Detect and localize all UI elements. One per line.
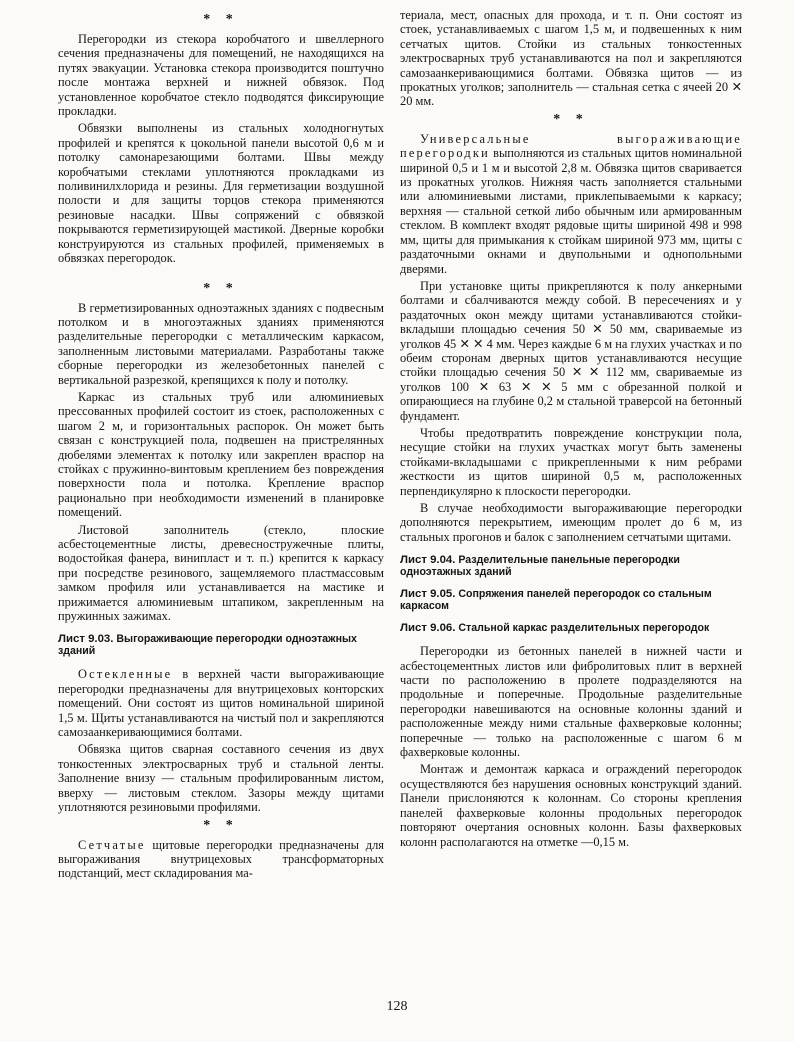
sheet-title: Стальной каркас разделительных перегородок xyxy=(458,622,710,635)
sheet-title: Сопряжения панелей перегородок со стальным каркасом xyxy=(400,588,712,613)
paragraph: Обвязки выполнены из стальных холодногнутых профилей и крепятся к цокольной панели высотой 0,6 м и потолку самонарезающими болтами. Швы между коробчатыми стеклами уплотняются прокладками из поливинилхлорида и резины. Для герметизации воздушной полости и для защиты торцов стекора применяются резиновые насадки. Швы сопряжений с обвязкой покрываются герметизирующей мастикой. Дверные коробки конструируются из стальных профилей, применяемых в обвязках перегородок. xyxy=(58,121,384,266)
right-column xyxy=(400,8,742,852)
paragraph: Перегородки из бетонных панелей в нижней части и асбестоцементных листов или фибролитовых плит в верхней части по расположению в пролете подразделяются на продольные и поперечные. Продольные разделительные перегородки навешиваются на основные колонны зданий и расположенные между ними стальные фахверковые колонны; поперечные — только на расположенные с шагом 6 м фахверковые колонны. xyxy=(400,644,742,760)
paragraph-text: в верхней части выгораживающие перегородки предназначены для внутрицеховых конторских помещений. Они состоят из щитов номинальной шириной 1,5 м. Щиты устанавливаются на чистый пол и закрепляются самозаанкеривающимися болтами. xyxy=(58,667,384,740)
paragraph: Перегородки из стекора коробчатого и швеллерного сечения предназначены для помещений, не находящихся на путях эвакуации. Установка стекора производится поштучно после монтажа верхней и нижней обвязок. Под установленное коробчатое стекло подводятся фиксирующие прокладки. xyxy=(58,32,384,119)
left-column xyxy=(58,10,384,884)
sheet-heading xyxy=(400,554,742,578)
spaced-lead: Сетчатые xyxy=(78,837,146,852)
sheet-number: Лист 9.03. xyxy=(58,633,114,646)
spaced-lead: Остекленные xyxy=(78,667,173,682)
sheet-number: Лист 9.04. xyxy=(400,554,456,567)
paragraph: Каркас из стальных труб или алюминиевых прессованных профилей состоит из стоек, расположенных с шагом 2 м, и горизонтальных распорок. Он может быть связан с конструкцией пола, подвешен на пристрелянных дюбелями элементах к потолку или закреплен враспор на стойках с пружинно-винтовым креплением без повреждения поверхности пола и потолка. Крепление враспор рационально при необходимости изменений в планировке помещений. xyxy=(58,389,384,520)
paragraph-text: щитовые перегородки предназначены для выгораживания внутрицеховых трансформаторных подстанций, мест складирования ма- xyxy=(58,837,384,881)
paragraph: териала, мест, опасных для прохода, и т. п. Они состоят из стоек, устанавливаемых с шагом 1,5 м, и подвешенных к ним сетчатых щитов. Стойки из стальных тонкостенных электросварных труб устанавливаются на пол и закрепляются самозаанкеривающимися болтами. Обвязка щитов — из прокатных уголков; заполнитель — стальная сетка с ячеей 20 ✕ 20 мм. xyxy=(400,8,742,109)
paragraph xyxy=(400,132,742,276)
paragraph: В герметизированных одноэтажных зданиях с подвесным потолком и в многоэтажных зданиях применяются разделительные перегородки с металлическим каркасом, заполненным листовыми материалами. Разработаны также сборные перегородки из железобетонных панелей с вертикальной разрезкой, крепящихся к полу и потолку. xyxy=(58,300,384,387)
sheet-heading xyxy=(58,633,384,657)
section-separator: * * xyxy=(553,111,589,127)
sheet-number: Лист 9.06. xyxy=(400,622,456,635)
sheet-number: Лист 9.05. xyxy=(400,588,456,601)
sheet-title: Разделительные панельные перегородки одноэтажных зданий xyxy=(400,554,680,579)
paragraph: Листовой заполнитель (стекло, плоские асбестоцементные листы, древесностружечные плиты, водостойкая фанера, винипласт и т. п.) крепится к каркасу при посредстве резинового, защемляемого пластмассовым замком профиля или устанавливается на мастике и прижимается алюминиевым штапиком, закрепленным на пружинных зажимах. xyxy=(58,522,384,624)
sheet-heading xyxy=(400,622,742,634)
section-separator: * * xyxy=(203,12,239,27)
paragraph-text: выполняются из стальных щитов номинальной шириной 0,5 и 1 м и высотой 2,8 м. Обвязка щитов сваривается из прокатных уголков. Нижняя часть заполняется стальными или алюминиевыми листами, приклепываемыми к каркасу; верхняя — стальной сеткой либо обычным или армированным стеклом. В комплект входят рядовые щиты шириной 498 и 998 мм, щиты для примыкания к стойкам шириной 973 мм, щиты с раздаточными окнами и двупольными и однопольными дверями. xyxy=(400,146,742,276)
paragraph: При установке щиты прикрепляются к полу анкерными болтами и сбалчиваются между собой. В пересечениях и у раздаточных окон между щитами устанавливаются стойки-вкладыши площадью сечения 50 ✕ 50 мм, свариваемые из уголков 45 ✕ ✕ 4 мм. Через каждые 6 м на глухих участках и по обеим сторонам дверных щитов устанавливаются несущие стойки площадью сечения 50 ✕ ✕ 112 мм, свариваемые из уголков 100 ✕ 63 ✕ ✕ 5 мм с обрезанной полкой и опирающиеся на глубине 0,2 м стальной траверсой на бетонный фундамент. xyxy=(400,278,742,423)
paragraph: Монтаж и демонтаж каркаса и ограждений перегородок осуществляются без нарушения основных конструкций зданий. Панели прислоняются к колоннам. Со стороны крепления панелей фахверковые колонны продольных перегородок повторяют очертания основных колонн. Базы фахверковых колонн располагаются на отметке —0,15 м. xyxy=(400,762,742,849)
sheet-title: Выгораживающие перегородки одноэтажных зданий xyxy=(58,633,357,658)
sheet-heading xyxy=(400,588,742,612)
section-separator: * * xyxy=(203,280,239,296)
page-number: 128 xyxy=(386,999,408,1014)
spaced-lead: Универсальные выгораживающие перегородки xyxy=(400,131,742,161)
paragraph xyxy=(58,667,384,739)
paragraph: В случае необходимости выгораживающие перегородки дополняются перекрытием, имеющим пролет до 6 м, из стальных прогонов и балок с заполнением сетчатыми щитами. xyxy=(400,501,742,544)
paragraph xyxy=(58,838,384,881)
paragraph: Чтобы предотвратить повреждение конструкции пола, несущие стойки на глухих участках могут быть заменены стойками-вкладышами с прикрепленными к ним ребрами жесткости из щитов шириной 0,5 м, расположенных перпендикулярно к плоскости перегородки. xyxy=(400,425,742,498)
paragraph: Обвязка щитов сварная составного сечения из двух тонкостенных электросварных труб и стальной ленты. Заполнение внизу — стальным профилированным листом, вверху — листовым стеклом. Зазоры между щитами уплотняются резиновыми профилями. xyxy=(58,742,384,815)
section-separator: * * xyxy=(203,817,239,833)
